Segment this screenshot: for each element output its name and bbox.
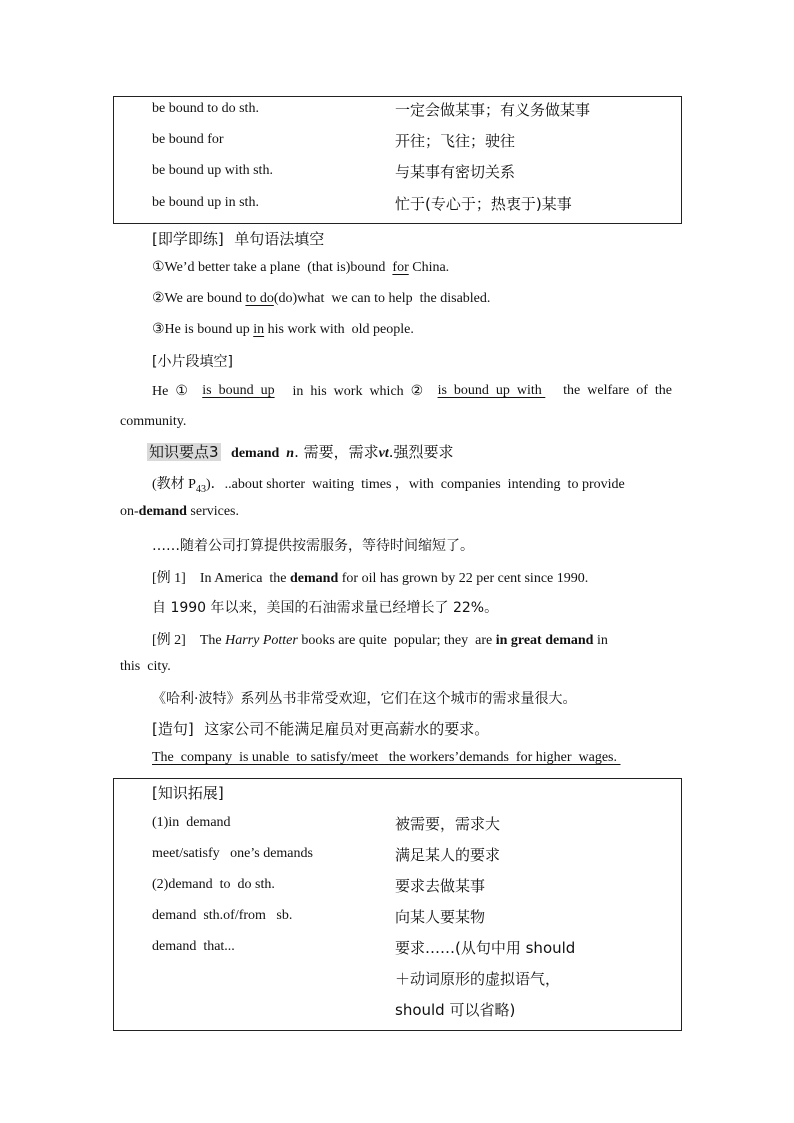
- box1-en-3: be bound up in sth.: [152, 195, 259, 210]
- practice-3-post: his work with old people.: [264, 322, 414, 337]
- passage-answer-2: is bound up with: [437, 383, 546, 398]
- box1-cn-0: 一定会做某事；有义务做某事: [395, 101, 591, 119]
- point3-def2: .强烈要求: [388, 443, 454, 461]
- practice-3-pre: ③He is bound up: [152, 322, 254, 337]
- sentence-tag: [造句]: [152, 720, 194, 738]
- box2-en-0: (1)in demand: [152, 815, 231, 830]
- passage-part-c: the welfare of the: [559, 383, 672, 398]
- textbook-line-2: [120, 504, 239, 520]
- box2-cn-6: should 可以省略): [395, 1001, 516, 1019]
- point3-word: demand: [231, 446, 280, 461]
- textbook-on: on-: [120, 504, 139, 519]
- example1-line: [152, 567, 588, 587]
- box1-cn-3: 忙于(专心于；热衷于)某事: [395, 195, 572, 213]
- textbook-suffix: )．..about shorter waiting times ，with companies intending to provide: [205, 477, 625, 492]
- point3-pos1: n: [286, 446, 295, 461]
- example2-italic: Harry Potter: [225, 633, 298, 648]
- example2-a: The: [199, 633, 226, 648]
- practice-2-pre: ②We are bound: [152, 291, 246, 306]
- box2-cn-2: 要求去做某事: [395, 877, 486, 895]
- example2-bold: in great demand: [495, 633, 594, 648]
- practice-1-pre: ①We’d better take a plane (that is)bound: [152, 260, 393, 275]
- box1-en-1: be bound for: [152, 132, 224, 147]
- example1-translation: 自 1990 年以来，美国的石油需求量已经增长了 22%。: [152, 600, 499, 616]
- example2-translation: 《哈利·波特》系列丛书非常受欢迎，它们在这个城市的需求量很大。: [152, 691, 577, 707]
- practice-2-post: (do)what we can to help the disabled.: [273, 291, 491, 306]
- textbook-services: services.: [186, 504, 239, 519]
- box2-en-4: demand that...: [152, 939, 235, 954]
- example1-b: for oil has grown by 22 per cent since 1990.: [338, 571, 589, 586]
- practice-1-answer: for: [392, 260, 409, 275]
- box2-cn-3: 向某人要某物: [395, 908, 486, 926]
- example1-tag: [例 1]: [152, 571, 186, 586]
- passage-part-a: He ①: [152, 384, 188, 399]
- example2-c: in: [593, 633, 608, 648]
- box1-cn-2: 与某事有密切关系: [395, 163, 516, 181]
- box1-en-2: be bound up with sth.: [152, 163, 273, 178]
- example2-line: [152, 629, 608, 649]
- sentence-answer: The company is unable to satisfy/meet the workers’demands for higher wages.: [152, 750, 621, 765]
- box2-cn-0: 被需要，需求大: [395, 815, 501, 833]
- point3-tag: 知识要点3: [149, 443, 219, 461]
- textbook-translation: ……随着公司打算提供按需服务，等待时间缩短了。: [152, 538, 474, 554]
- box2-en-2: (2)demand to do sth.: [152, 877, 275, 892]
- practice-3-answer: in: [253, 322, 265, 337]
- sentence-making-line: [152, 718, 489, 739]
- box2-cn-1: 满足某人的要求: [395, 846, 501, 864]
- box1-cn-1: 开往；飞往；驶往: [395, 132, 516, 150]
- practice-header: [152, 228, 324, 249]
- passage-header: [小片段填空]: [152, 354, 233, 370]
- practice-1-post: China.: [408, 260, 450, 275]
- box2-cn-5: ＋动词原形的虚拟语气，: [395, 970, 561, 988]
- box2-en-3: demand sth.of/from sb.: [152, 908, 293, 923]
- practice-item-2: [152, 290, 490, 307]
- passage-line-1: [152, 383, 672, 400]
- practice-title: 单句语法填空: [234, 230, 325, 248]
- example2-line-2: this city.: [120, 659, 171, 674]
- example2-b: books are quite popular; they are: [297, 633, 496, 648]
- example1-a: In America the: [199, 571, 291, 586]
- example1-bold: demand: [290, 571, 339, 586]
- textbook-line-1: [152, 473, 625, 495]
- example2-tag: [例 2]: [152, 633, 186, 648]
- practice-item-1: [152, 259, 449, 276]
- sentence-prompt: 这家公司不能满足雇员对更高薪水的要求。: [204, 720, 490, 738]
- textbook-demand: demand: [138, 504, 187, 519]
- textbook-prefix: (教材 P: [152, 477, 196, 492]
- passage-part-b: in his work which ②: [288, 384, 424, 399]
- passage-line-2: community.: [120, 414, 187, 429]
- box2-header: [知识拓展]: [152, 784, 224, 802]
- passage-answer-1: is bound up: [202, 383, 275, 398]
- practice-2-answer: to do: [245, 291, 274, 306]
- practice-tag: [即学即练]: [152, 230, 224, 248]
- box2-en-1: meet/satisfy one’s demands: [152, 846, 313, 861]
- point3-pos2: vt: [378, 446, 389, 461]
- practice-item-3: [152, 321, 414, 338]
- box2-cn-4: 要求……(从句中用 should: [395, 939, 576, 957]
- point3-def1: . 需要，需求: [294, 443, 379, 461]
- textbook-page: 43: [195, 483, 206, 495]
- box1-en-0: be bound to do sth.: [152, 101, 259, 116]
- point3-heading: [147, 441, 454, 462]
